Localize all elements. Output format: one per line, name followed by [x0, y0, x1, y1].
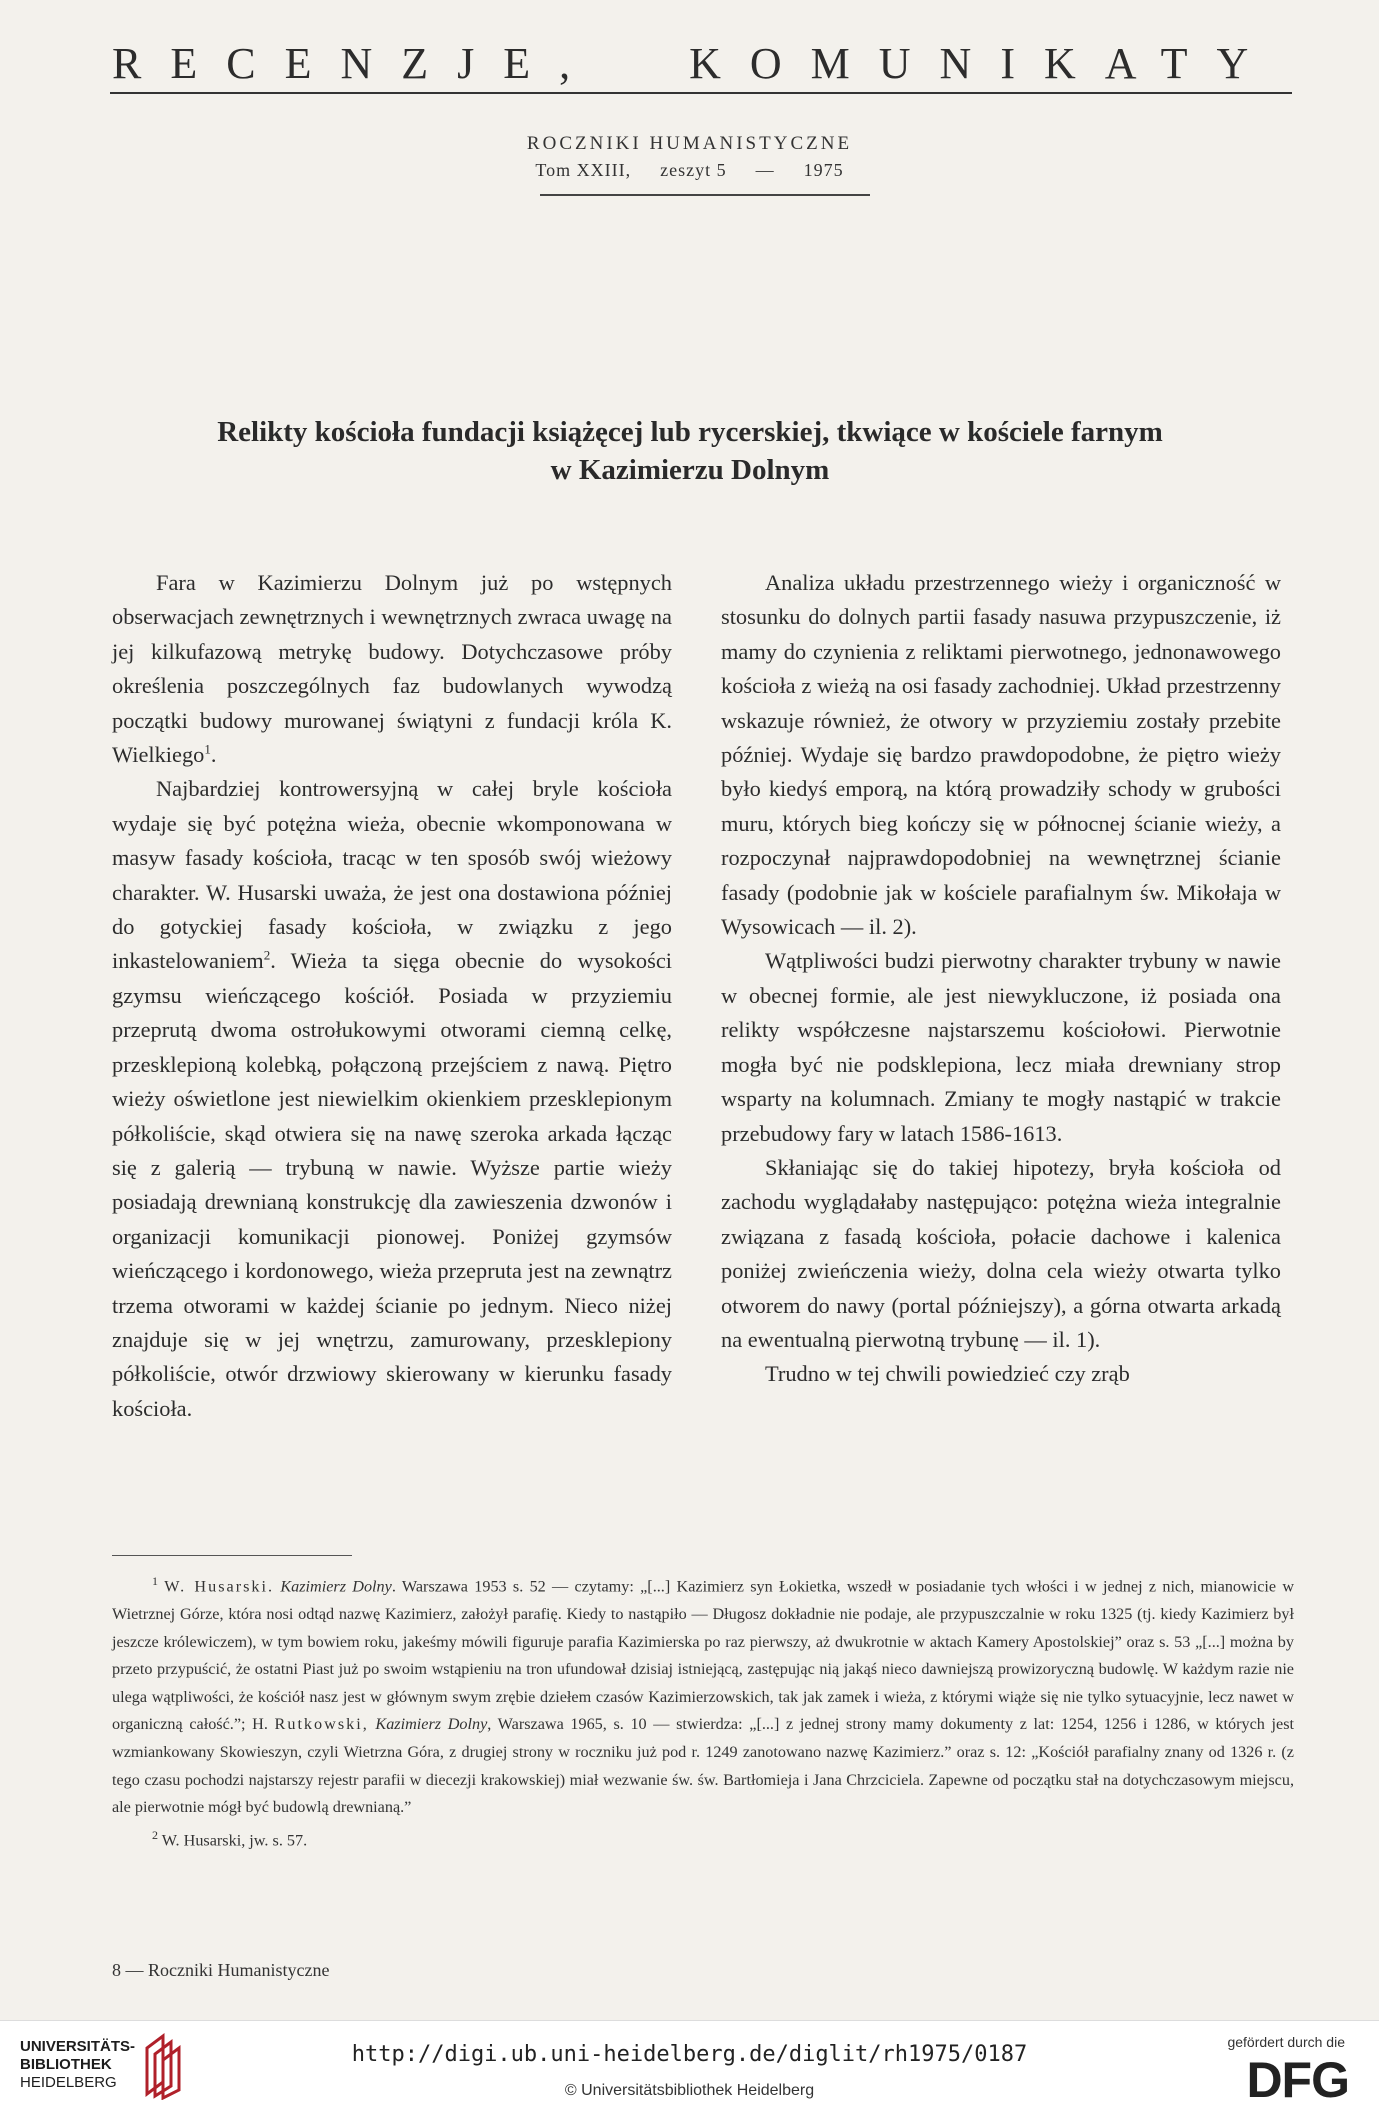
right-paragraph-2: Wątpliwości budzi pierwotny charakter trybuny w nawie w obecnej formie, ale jest niewykluczone, iż posiada ona relikty współczesne najstarszemu kościołowi. Pierwotnie mogła być nie podsklepiona, lecz miała drewniany strop wsparty na kolumnach. Zmiany te mogły nastąpić w trakcie przebudowy fary w latach 1586-1613. [721, 948, 1281, 1146]
footnote-1-text-b: , Warszawa 1965, s. 10 — stwierdza: „[...] z jednej strony mamy dokumenty z lat: 1254, 1256 i 1286, w których jest wzmiankowany Skowieszyn, czyli Wietrzna Góra, z drugiej strony w roczniku już pod r. 1249 zanotowano nazwę Kazimierz.” oraz s. 12: „Kościół parafialny znany od 1326 r. (z tego czasu pochodzi najstarszy rejestr parafii w diecezji krakowskiej) miał wezwanie św. św. Bartłomieja i Jana Chrzciciela. Zapewne od początku stał na dotychczasowym miejscu, ale pierwotnie mógł być budowlą drewnianą.” [112, 1715, 1295, 1817]
left-paragraph-2-end: . Wieża ta sięga obecnie do wysokości gzymsu wieńczącego kościół. Posiada w przyziemiu przeprutą dwoma ostrołukowymi otworami ciemną celkę, przesklepioną kolebką, połączoną przejściem z nawą. Piętro wieży oświetlone jest niewielkim okienkiem przesklepionym półkoliście, skąd otwiera się na nawę szeroka arkada łącząc się z galerią — trybuną w nawie. Wyższe partie wieży posiadają drewnianą konstrukcję dla zawieszenia dzwonów i organizacji komunikacji pionowej. Poniżej gzymsów wieńczącego i kordonowego, wieża przepruta jest na zewnątrz trzema otworami w każdej ścianie po jednym. Nieco niżej znajduje się w jej wnętrzu, zamurowany, przesklepiony półkoliście, otwór drzwiowy skierowany w kierunku fasady kościoła. [112, 948, 672, 1421]
footnote-1-title: Kazimierz Dolny [280, 1577, 392, 1596]
footnote-1-author: W. Husarski. [164, 1577, 275, 1596]
library-name-line-1: UNIVERSITÄTS- [20, 2038, 136, 2055]
article-title-line-2: w Kazimierzu Dolnym [550, 454, 830, 486]
permalink-url[interactable]: http://digi.ub.uni-heidelberg.de/diglit/rh1975/0187 [351, 2042, 1028, 2067]
right-paragraph-4: Trudno w tej chwili powiedzieć czy zrąb [765, 1361, 1130, 1387]
running-head [112, 38, 1292, 89]
article-title-line-1: Relikty kościoła fundacji książęcej lub rycerskiej, tkwiące w kościele farnym [217, 416, 1163, 448]
footnote-2-text: W. Husarski, jw. s. 57. [161, 1831, 308, 1850]
right-paragraph-1: Analiza układu przestrzennego wieży i organiczność w stosunku do dolnych partii fasady nasuwa przypuszczenie, iż mamy do czynienia z reliktami pierwotnego, jednonawowego kościoła z wieżą na osi fasady zachodniej. Układ przestrzenny wskazuje również, że otwory w przyziemiu zostały przebite później. Wydaje się bardzo prawdopodobne, że piętro wieży było kiedyś emporą, na którą prowadziły schody w grubości muru, których bieg kończy się w północnej ścianie wieży, a rozpoczynał najprawdopodobniej na wewnętrznej ścianie fasady (podobnie jak w kościele parafialnym św. Mikołaja w Wysowicach — il. 2). [721, 570, 1281, 940]
footer-bar [0, 2020, 1379, 2119]
left-paragraph-2 [112, 772, 672, 1426]
footnote-ref-2[interactable]: 2 [263, 948, 271, 963]
footnote-1-number: 1 [152, 1574, 158, 1588]
left-paragraph-1 [112, 566, 672, 772]
footnote-1 [112, 1568, 1294, 1822]
article-title [120, 413, 1260, 489]
footnote-1-text-a: . Warszawa 1953 s. 52 — czytamy: „[...] Kazimierz syn Łokietka, wszedł w posiadanie tych włości i w jednej z nich, mianowicie w Wietrznej Górze, która nosi odtąd nazwę Kazimierz, założył parafię. Kiedy to nastąpiło — Długosz dokładnie nie podaje, ale przypuszczalnie w roku 1325 (tj. kiedy Kazimierz był jeszcze królewiczem), w tym bowiem roku, jakeśmy mówili figuruje parafia Kazimierska po raz pierwszy, aż dwukrotnie w aktach Kamery Apostolskiej” oraz s. 53 „[...] można by przeto przypuścić, że ostatni Piast już po swoim wstąpieniu na tron ufundował dzisiaj istniejącą, zastępując nią jakąś nieco dawniejszą prowizoryczną budowlę. W każdym razie nie ulega wątpliwości, że kościół nasz jest w głównym swym zrębie dziełem czasów Kazimierzowskich, tak jak zamek i wieża, z którymi wiąże się nie tylko sytuacyjnie, lecz nawet w organiczną całość.”; H. [112, 1577, 1295, 1734]
library-name-line-3: HEIDELBERG [20, 2074, 117, 2091]
left-paragraph-1-end: . [210, 742, 217, 768]
footnote-2-number: 2 [152, 1827, 158, 1842]
left-paragraph-2-text: Najbardziej kontrowersyjną w całej bryle kościoła wydaje się być potężna wieża, obecnie wkomponowana w masyw fasady kościoła, tracąc w ten sposób swój wieżowy charakter. W. Husarski uważa, że jest ona dostawiona później do gotyckiej fasady kościoła, w związku z jego inkastelowaniem [112, 776, 672, 974]
dfg-logo[interactable]: DFG [1246, 2052, 1349, 2108]
running-head-right: KOMUNIKATY [689, 39, 1278, 88]
footnotes [112, 1568, 1294, 1855]
footnote-2 [112, 1822, 1294, 1855]
journal-volume: Tom XXIII, [535, 160, 632, 180]
journal-year: 1975 [803, 160, 844, 180]
right-paragraph-3: Skłaniając się do takiej hipotezy, bryła kościoła od zachodu wyglądałaby następująco: potężna wieża integralnie związana z fasadą kościoła, połacie dachowe i kalenica poniżej zwieńczenia wieży, dolna cela wieży otwarta tylko otworem do nawy (portal późniejszy), a górna otwarta arkadą na ewentualną pierwotną trybunę — il. 1). [721, 1154, 1281, 1352]
journal-issue-number: zeszyt 5 [660, 160, 727, 180]
footnote-rule [112, 1555, 352, 1556]
journal-name: ROCZNIKI HUMANISTYCZNE [526, 133, 853, 154]
journal-dash: — [755, 160, 775, 180]
funded-by-label: gefördert durch die [1227, 2034, 1345, 2050]
header-rule [110, 92, 1292, 94]
journal-issue [0, 160, 1379, 181]
left-paragraph-1-text: Fara w Kazimierzu Dolnym już po wstępnych obserwacjach zewnętrznych i wewnętrznych zwraca uwagę na jej kilkufazową metrykę budowy. Dotychczasowe próby określenia poszczególnych faz budowlanych wywodzą początki budowy murowanej świątyni z fundacji króla K. Wielkiego [112, 570, 672, 768]
copyright-notice: © Universitätsbibliothek Heidelberg [564, 2082, 815, 2099]
library-name-line-2: BIBLIOTHEK [20, 2056, 112, 2073]
footnote-1-title-2: Kazimierz Dolny [375, 1715, 488, 1734]
right-column [721, 566, 1281, 1392]
footnote-1-author-2: Rutkowski, [274, 1715, 369, 1734]
left-column [112, 566, 672, 1426]
page-folio: 8 — Roczniki Humanistyczne [112, 1960, 330, 1980]
journal-rule [540, 194, 870, 196]
running-head-left: RECENZJE, [112, 39, 600, 88]
footnote-ref-1[interactable]: 1 [204, 741, 211, 757]
